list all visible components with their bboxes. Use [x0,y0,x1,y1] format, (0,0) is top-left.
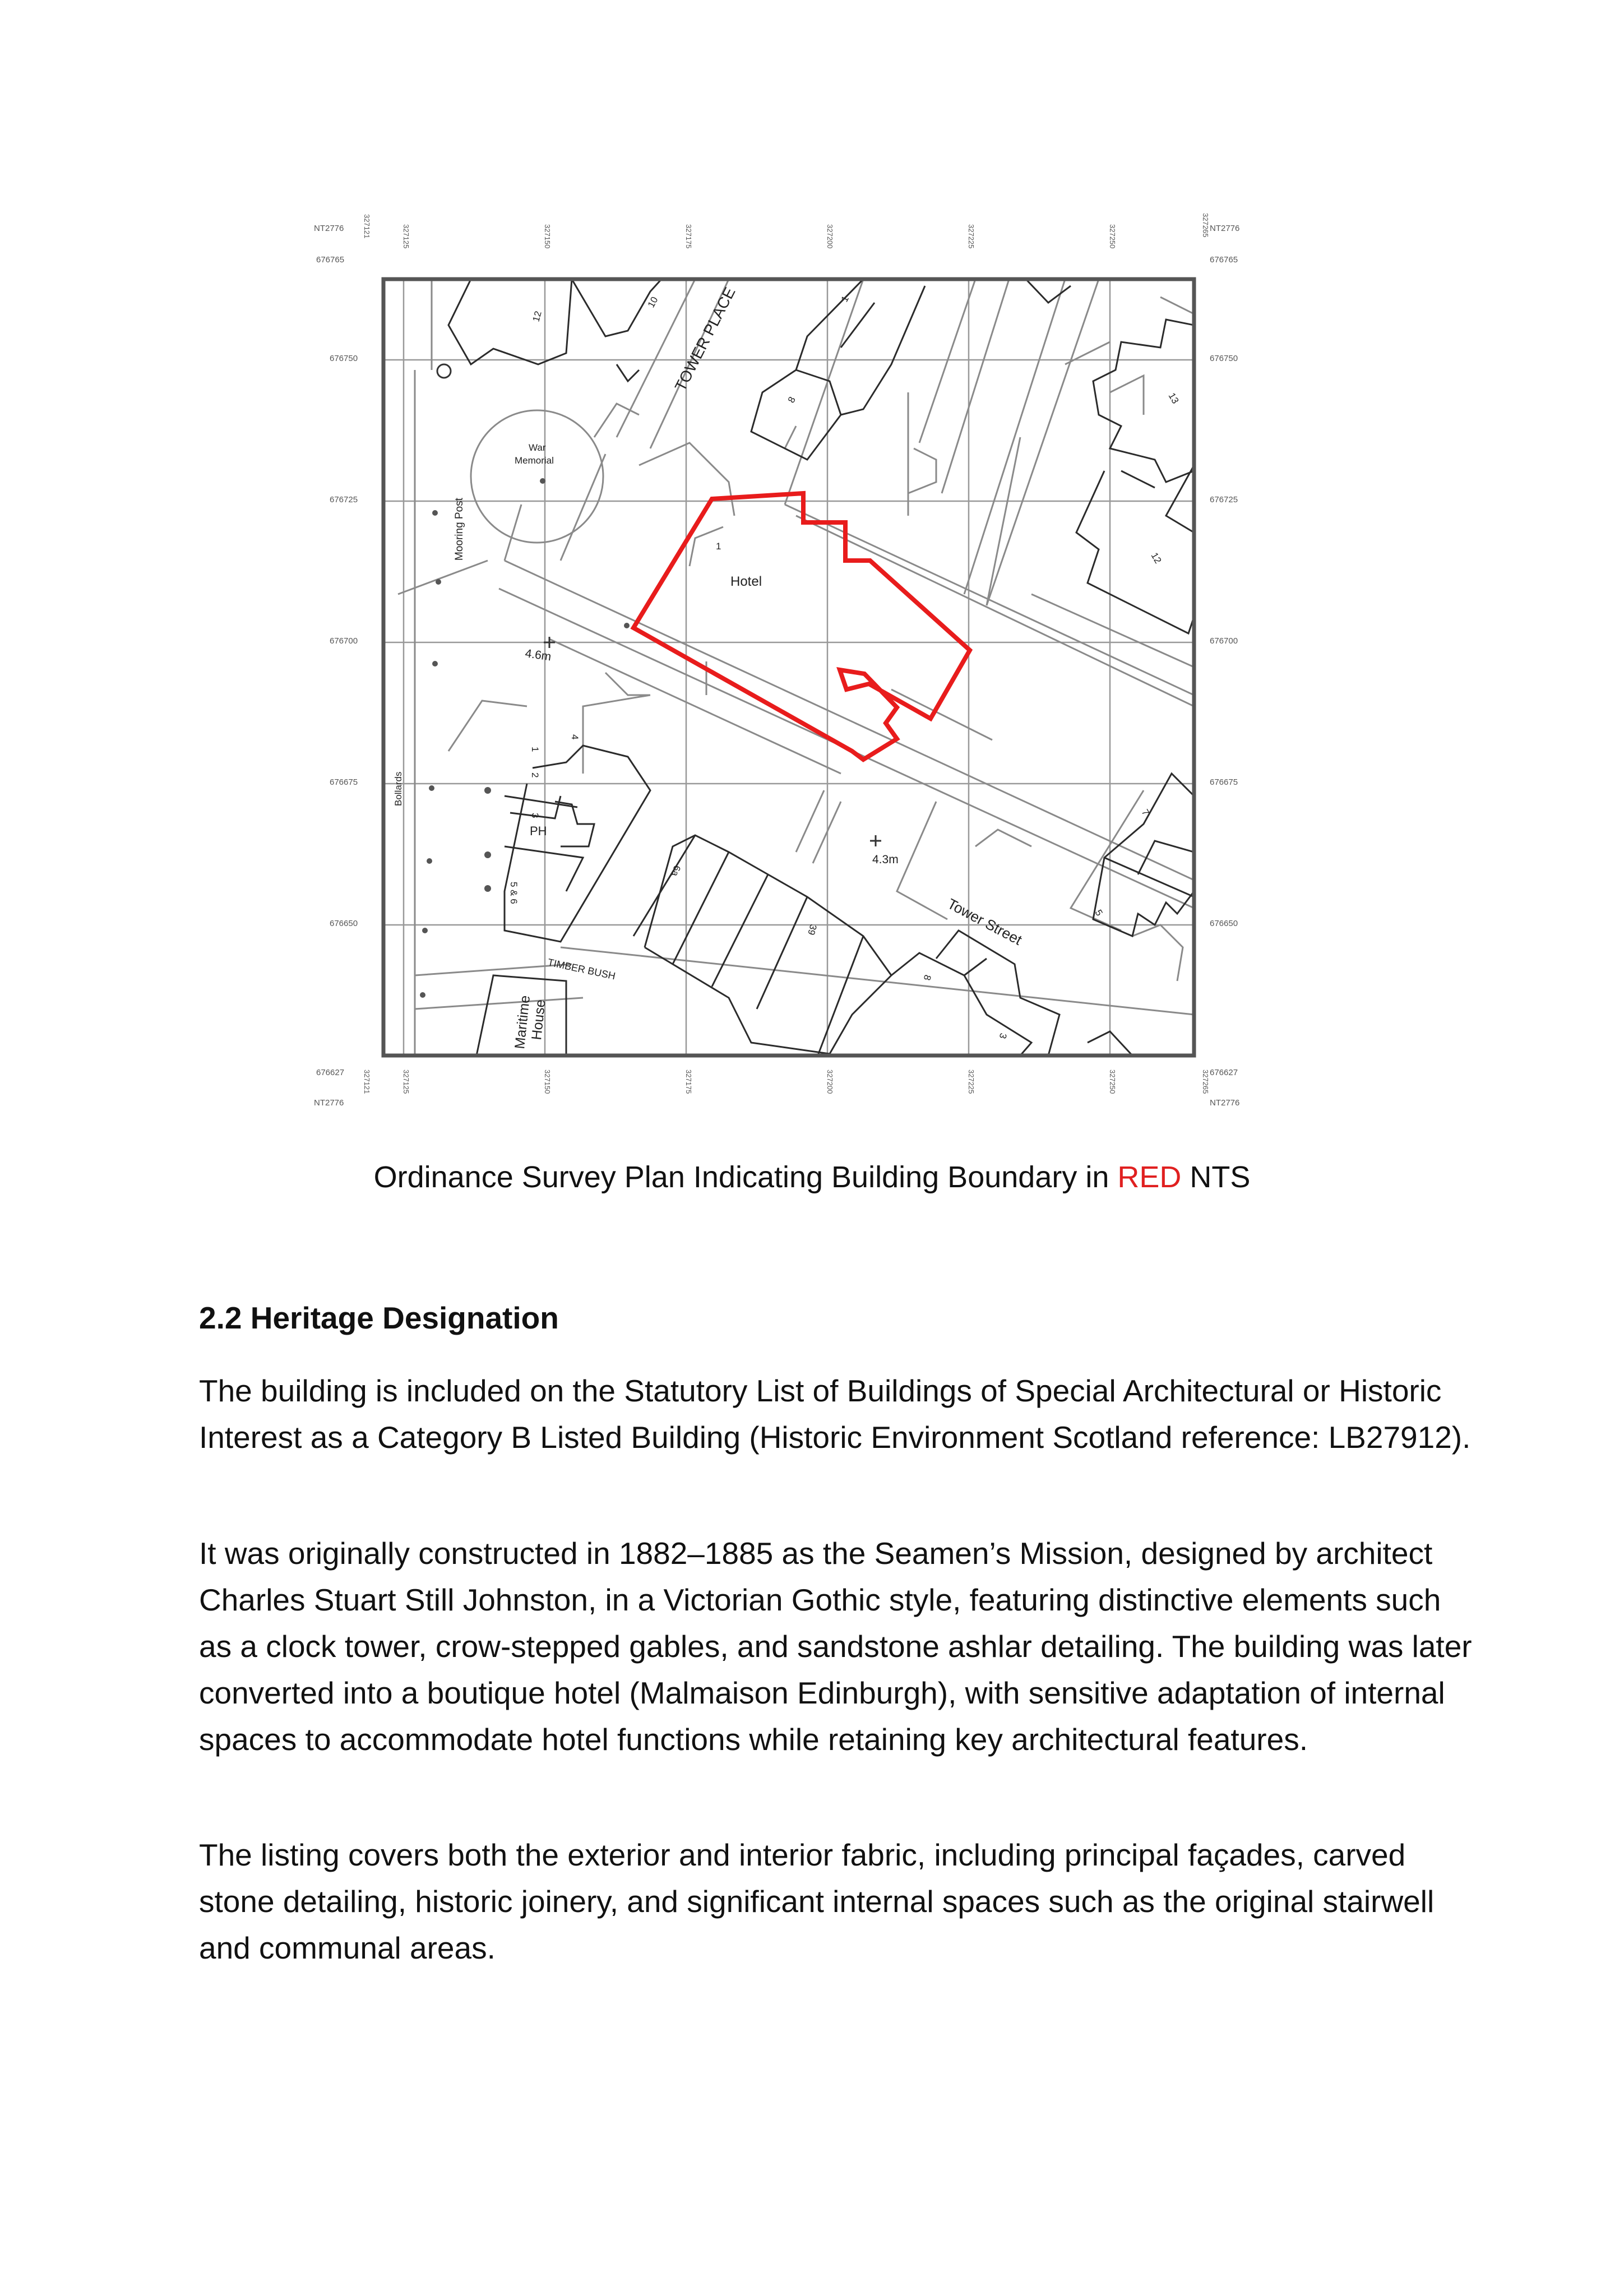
coord-right-y: 676725 [1210,495,1238,504]
coord-bottom-x: 327175 [684,1070,693,1094]
body-paragraph: The building is included on the Statutory List of Buildings of Special Architectural or Historic Interest as a Category B Listed Building (Historic Environment Scotland reference: LB27912). [199,1373,1471,1455]
coord-top-x: 327125 [402,224,410,249]
house-number: 1 [839,294,851,304]
house-number: 4 [570,734,580,740]
house-number: 7 [1139,807,1151,818]
house-number: 6a [669,864,683,878]
spot-height-label-1: 4.6m [524,647,552,664]
house-number: 3 [997,1031,1009,1040]
coord-top-x: 327250 [1108,224,1117,249]
house-number: 8 [785,395,798,405]
caption-highlight-red: RED [1117,1160,1182,1194]
coord-top-x: 327150 [543,224,552,249]
coord-bottom-x: 327265 [1201,1070,1210,1094]
coord-tl-northing: 676765 [316,255,345,265]
ph-label: PH [530,824,547,838]
house-number: 5 & 6 [508,882,519,904]
coord-left-y: 676650 [330,919,358,928]
coord-right-y: 676700 [1210,636,1238,646]
coord-bottom-x: 327250 [1108,1070,1117,1094]
coord-right-y: 676675 [1210,777,1238,787]
coord-bottom-x: 327125 [402,1070,410,1094]
house-number: 3 [530,813,540,818]
war-memorial-label-1: War [529,442,546,453]
hotel-label: Hotel [730,574,762,589]
house-number: 13 [1166,391,1181,406]
mooring-post-label: Mooring Post [454,498,465,561]
road-kerbs [398,279,1194,1056]
house-number: 8 [921,973,933,982]
mooring-ring [437,364,451,378]
house-number: 1 [530,747,540,752]
caption-suffix: NTS [1181,1160,1251,1194]
coord-top-x: 327175 [684,224,693,249]
coord-tl-easting: NT2776 [314,224,344,233]
house-number: 39 [806,923,819,937]
street-label-tower-street: Tower Street [945,895,1025,948]
war-memorial-circle [471,410,603,543]
hotel-boundary [633,493,970,760]
site-plan-svg [303,202,1267,1132]
coord-right-y: 676650 [1210,919,1238,928]
map-caption [0,1159,1624,1195]
coord-left-y: 676750 [330,354,358,363]
house-number: 5 [1093,908,1105,918]
ordnance-survey-map [303,202,1267,1132]
section-heading: 2.2 Heritage Designation [199,1300,559,1335]
coord-tr-easting: NT2776 [1210,224,1240,233]
coord-top-x: 327121 [363,214,371,239]
coord-top-x: 327200 [826,224,834,249]
coord-bottom-x: 327200 [826,1070,834,1094]
bollards-label: Bollards [393,771,404,806]
coord-top-x: 327265 [1201,213,1210,238]
house-number: 10 [645,295,660,309]
coord-tr-northing: 676765 [1210,255,1238,265]
coord-bl-northing: 676627 [316,1068,345,1077]
body-paragraph: The listing covers both the exterior and interior fabric, including principal façades, carved stone detailing, historic joinery, and significant internal spaces such as the original stairwell and communal areas. [199,1837,1435,1965]
coord-br-easting: NT2776 [1210,1098,1240,1108]
coord-left-y: 676725 [330,495,358,504]
body-paragraph: It was originally constructed in 1882–1885 as the Seamen’s Mission, designed by architect Charles Stuart Still Johnston, in a Victorian Gothic style, featuring distinctive elements such as a clock tower, crow-stepped gables, and sandstone ashlar detailing. The building was later converted into a boutique hotel (Malmaison Edinburgh), with sensitive adaptation of internal spaces to accommodate hotel functions while retaining key architectural features. [199,1536,1472,1757]
caption-text: Ordinance Survey Plan Indicating Building Boundary in [373,1160,1118,1194]
coord-bottom-x: 327121 [363,1070,371,1094]
coord-br-northing: 676627 [1210,1068,1238,1077]
coord-right-y: 676750 [1210,354,1238,363]
house-number: 2 [530,772,540,778]
coord-bottom-x: 327150 [543,1070,552,1094]
war-memorial-label-2: Memorial [515,455,554,466]
coord-left-y: 676675 [330,777,358,787]
coord-left-y: 676700 [330,636,358,646]
street-label-tower-place: TOWER PLACE [671,284,739,394]
maritime-house-label-2: House [529,998,549,1041]
coord-bl-easting: NT2776 [314,1098,344,1108]
house-number: 12 [530,309,544,323]
coord-top-x: 327225 [967,224,975,249]
coord-bottom-x: 327225 [967,1070,975,1094]
maritime-house-label-1: Maritime [512,994,533,1050]
house-number: 12 [1149,550,1164,566]
hotel-number: 1 [716,541,721,552]
building-outlines [448,279,1194,1056]
street-label-timber-bush: TIMBER BUSH [547,956,617,982]
war-memorial-point [540,478,545,484]
spot-height-label-2: 4.3m [872,853,899,866]
